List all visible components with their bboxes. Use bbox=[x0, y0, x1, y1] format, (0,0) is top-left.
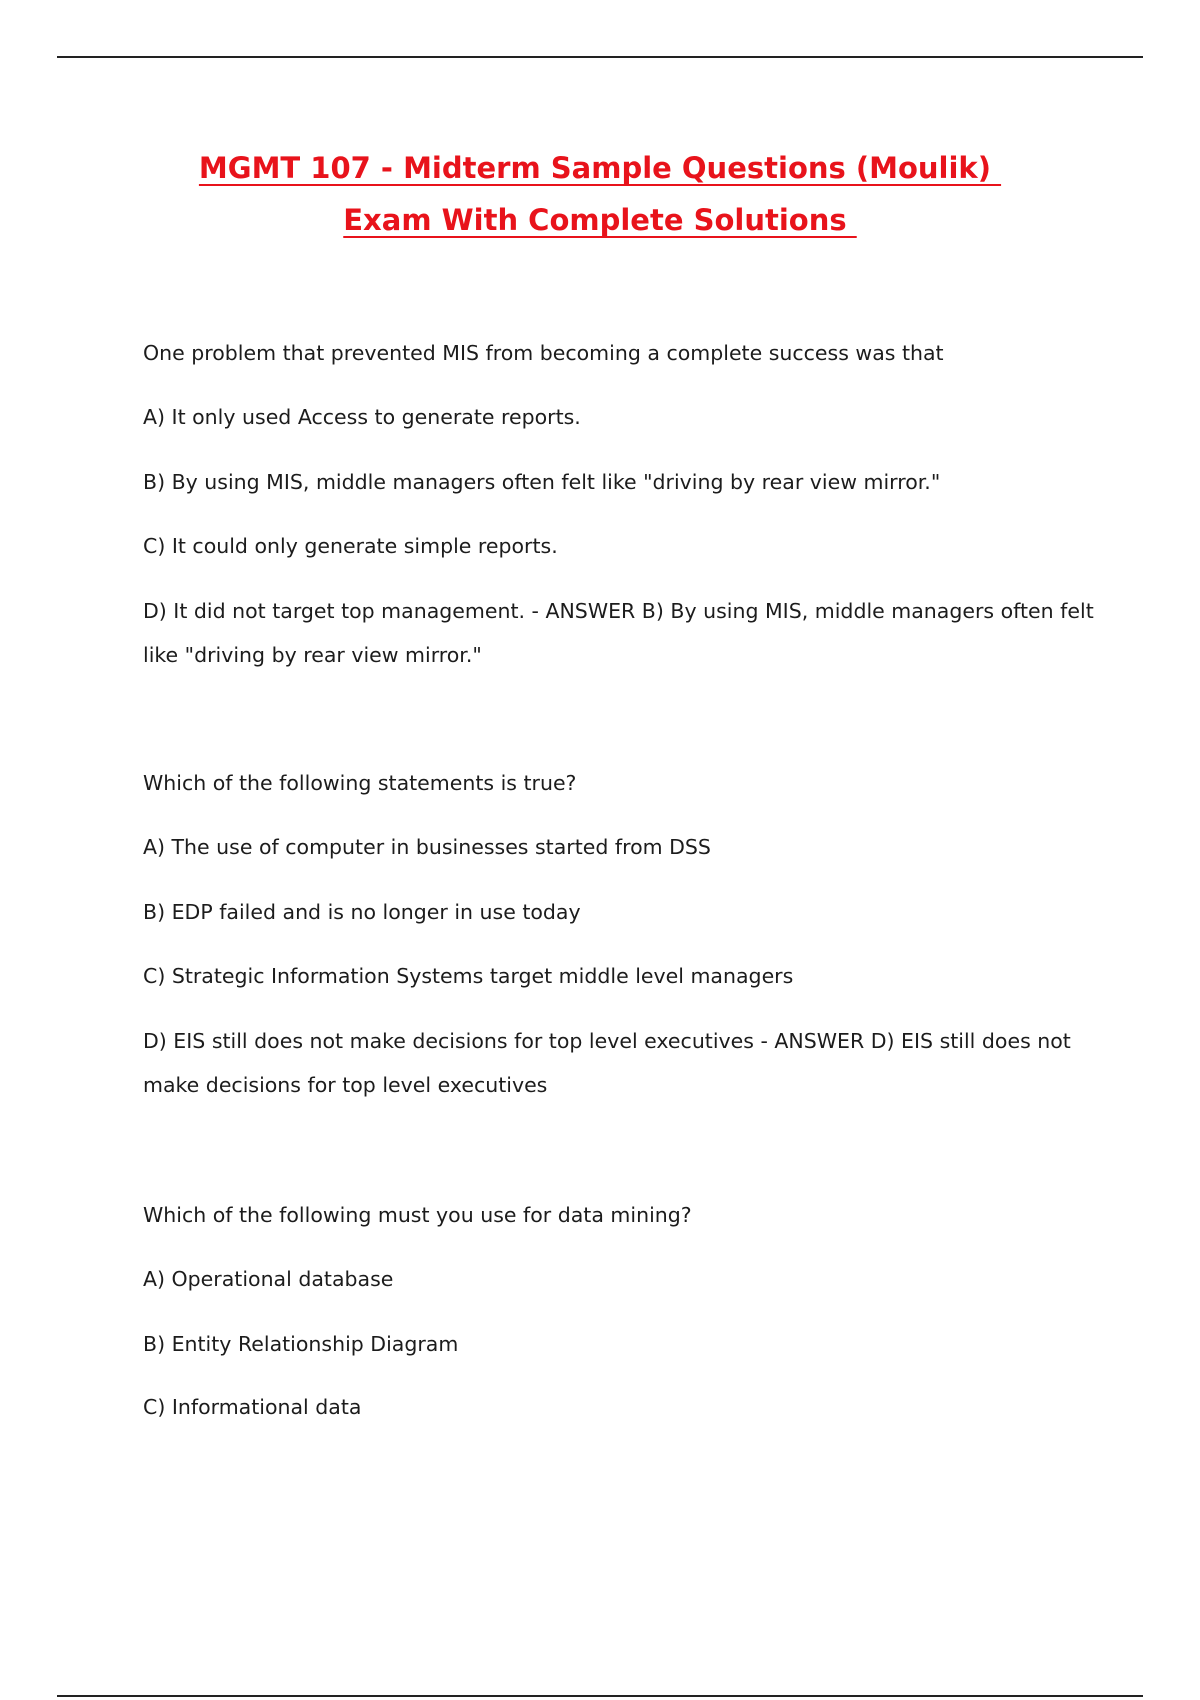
question-1-option-a: A) It only used Access to generate reports. bbox=[143, 405, 581, 429]
question-3-option-a: A) Operational database bbox=[143, 1267, 394, 1291]
document-title-line-1 bbox=[0, 142, 1200, 194]
question-2-answer-continued: make decisions for top level executives bbox=[143, 1073, 548, 1097]
title-text-1: MGMT 107 - Midterm Sample Questions (Moulik) bbox=[198, 151, 1002, 185]
document-title-line-2 bbox=[0, 194, 1200, 246]
question-1-stem: One problem that prevented MIS from becoming a complete success was that bbox=[143, 341, 944, 365]
header-rule bbox=[57, 56, 1143, 58]
question-2-option-d-answer: D) EIS still does not make decisions for top level executives - ANSWER D) EIS still does not bbox=[143, 1029, 1071, 1053]
question-1-answer-continued: like "driving by rear view mirror." bbox=[143, 643, 482, 667]
question-1-option-c: C) It could only generate simple reports. bbox=[143, 534, 558, 558]
question-2-option-b: B) EDP failed and is no longer in use today bbox=[143, 900, 581, 924]
footer-rule bbox=[57, 1695, 1143, 1697]
question-2-stem: Which of the following statements is true? bbox=[143, 771, 577, 795]
question-3-option-b: B) Entity Relationship Diagram bbox=[143, 1332, 459, 1356]
question-3-stem: Which of the following must you use for data mining? bbox=[143, 1203, 692, 1227]
question-3-option-c: C) Informational data bbox=[143, 1395, 362, 1419]
question-1-option-d-answer: D) It did not target top management. - ANSWER B) By using MIS, middle managers often felt bbox=[143, 599, 1094, 623]
question-2-option-c: C) Strategic Information Systems target middle level managers bbox=[143, 964, 794, 988]
title-text-2: Exam With Complete Solutions bbox=[343, 203, 857, 237]
question-1-option-b: B) By using MIS, middle managers often felt like "driving by rear view mirror." bbox=[143, 470, 941, 494]
question-2-option-a: A) The use of computer in businesses started from DSS bbox=[143, 835, 711, 859]
